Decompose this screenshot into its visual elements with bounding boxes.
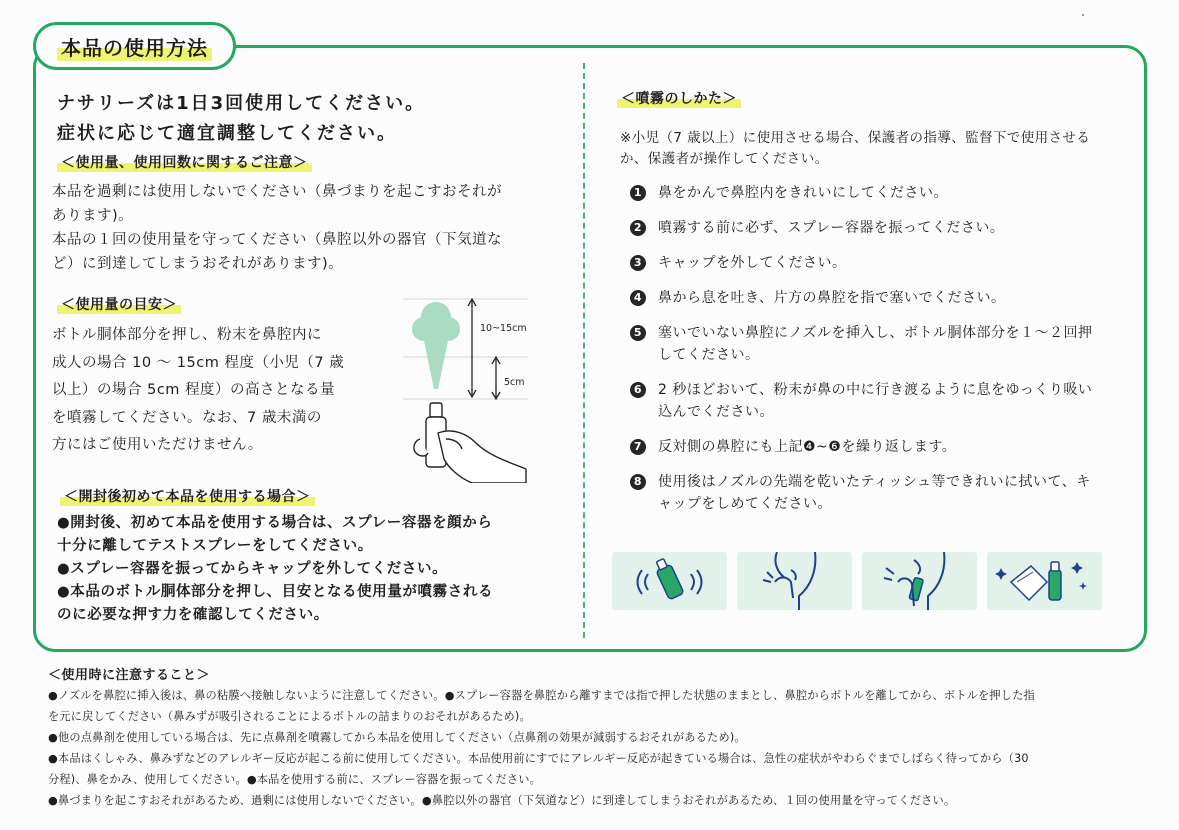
text-line: 本品を過剰には使用しないでください（鼻づまりを起こすおそれが — [52, 184, 502, 200]
step-text: 鼻をかんで鼻腔内をきれいにしてください。 — [658, 185, 948, 201]
step-text: キャップを外してください。 — [658, 255, 847, 271]
section-title-spray-howto: ＜噴霧のしかた＞ — [617, 88, 741, 108]
spray-height-illustration — [398, 293, 538, 483]
step-7 — [630, 436, 1100, 458]
text-line: を噴霧してください。なお、7 歳未満の — [52, 409, 322, 426]
intro-line: ナサリーズは1日3回使用してください。 — [57, 93, 426, 114]
bottle-hand-icon — [414, 403, 526, 483]
step-number: 7 — [630, 439, 646, 455]
caution-line: ●ノズルを鼻腔に挿入後は、鼻の粘膜へ接触しないように注意してください。●スプレー容器を鼻腔から離すまでは指で押した状態のままとし、鼻腔からボトルを離してから、ボトルを押した指 — [48, 689, 1035, 702]
step-number: 1 — [630, 185, 646, 201]
step-number: 4 — [630, 290, 646, 306]
step-2 — [630, 217, 1100, 239]
list-item: ●開封後、初めて本品を使用する場合は、スプレー容器を顔から — [57, 515, 493, 531]
child-use-note: ※小児（7 歳以上）に使用させる場合、保護者の指導、監督下で使用させるか、保護者が操作してください。 — [620, 130, 1091, 167]
caution-line: ●本品はくしゃみ、鼻みずなどのアレルギー反応が起こる前に使用してください。本品使用前にすでにアレルギー反応が起きている場合は、急性の症状がやわらぐまでしばらく待ってから（30 — [48, 752, 1029, 765]
text-line: ど）に到達してしまうおそれがあります)。 — [52, 256, 344, 272]
shake-bottle-icon — [612, 552, 727, 610]
page-title: 本品の使用方法 — [57, 32, 212, 61]
step-text: 噴霧する前に必ず、スプレー容器を振ってください。 — [658, 220, 1005, 236]
blow-nose-icon — [737, 552, 852, 610]
insert-nozzle-icon — [862, 552, 977, 610]
step-3 — [630, 252, 1100, 274]
spray-cloud-icon — [412, 302, 460, 389]
step-text: 塞いでいない鼻腔にノズルを挿入し、ボトル胴体部分を１～２回押してください。 — [658, 325, 1093, 363]
step-number: 2 — [630, 220, 646, 236]
list-item: 十分に離してテストスプレーをしてください。 — [57, 538, 373, 554]
list-item: ●本品のボトル胴体部分を押し、目安となる使用量が噴霧される — [57, 584, 494, 600]
step-8 — [630, 471, 1100, 515]
print-speck — [1082, 14, 1084, 16]
section-title-guideline: ＜使用量の目安＞ — [57, 294, 181, 314]
text-line: ボトル胴体部分を押し、粉末を鼻腔内に — [52, 327, 322, 343]
wipe-nozzle-icon — [987, 552, 1102, 610]
text-line: あります)。 — [52, 208, 134, 224]
step-text: 鼻から息を吐き、片方の鼻腔を指で塞いでください。 — [658, 290, 1006, 306]
section-title-usage-caution: ＜使用量、使用回数に関するご注意＞ — [57, 152, 312, 172]
step-4 — [630, 287, 1100, 309]
usage-caution-list — [48, 685, 1148, 811]
step-6 — [630, 379, 1100, 423]
step-number: 5 — [630, 325, 646, 341]
list-item: のに必要な押す力を確認してください。 — [57, 607, 329, 623]
text-line: 方にはご使用いただけません。 — [52, 437, 263, 453]
adult-height-label: 10~15cm — [480, 323, 527, 334]
spray-steps — [630, 182, 1100, 528]
title-badge — [33, 22, 236, 70]
text-line: 本品の１回の使用量を守ってください（鼻腔以外の器官（下気道な — [52, 232, 502, 248]
caution-line: ●他の点鼻剤を使用している場合は、先に点鼻剤を噴霧してから本品を使用してください（点鼻剤の効果が減弱するおそれがあるため)。 — [48, 731, 746, 744]
step-1 — [630, 182, 1100, 204]
caution-line: 分程)、鼻をかみ、使用してください。●本品を使用する前に、スプレー容器を振ってください。 — [48, 773, 542, 786]
intro-line: 症状に応じて適宜調整してください。 — [57, 123, 397, 144]
usage-caution-heading: ＜使用時に注意すること＞ — [48, 668, 211, 683]
child-height-label: 5cm — [504, 377, 525, 388]
usage-caution-text — [52, 180, 572, 276]
first-use-list — [57, 512, 577, 627]
step-number: 8 — [630, 474, 646, 490]
caution-line: ●鼻づまりを起こすおそれがあるため、過剰には使用しないでください。●鼻腔以外の器官（下気道など）に到達してしまうおそれがあるため、１回の使用量を守ってください。 — [48, 794, 956, 807]
spray-height-diagram — [398, 293, 538, 483]
step-text: 反対側の鼻腔にも上記❹~❻を繰り返します。 — [658, 439, 957, 455]
step-5 — [630, 322, 1100, 366]
intro-text — [57, 89, 425, 149]
step-pictograms — [612, 552, 1104, 610]
text-line: 成人の場合 10 ～ 15cm 程度（小児（7 歳 — [52, 354, 345, 371]
step-number: 6 — [630, 382, 646, 398]
step-number: 3 — [630, 255, 646, 271]
column-divider — [583, 63, 585, 638]
step-text: 使用後はノズルの先端を乾いたティッシュ等できれいに拭いて、キャップをしめてください。 — [658, 474, 1091, 512]
step-text: 2 秒ほどおいて、粉末が鼻の中に行き渡るように息をゆっくり吸い込んでください。 — [658, 382, 1093, 420]
section-title-first-use: ＜開封後初めて本品を使用する場合＞ — [60, 486, 315, 506]
guideline-text — [52, 322, 392, 460]
text-line: 以上）の場合 5cm 程度）の高さとなる量 — [52, 382, 336, 398]
caution-line: を元に戻してください（鼻みずが吸引されることによるボトルの詰まりのおそれがあるため)。 — [48, 710, 531, 723]
list-item: ●スプレー容器を振ってからキャップを外してください。 — [57, 561, 448, 577]
